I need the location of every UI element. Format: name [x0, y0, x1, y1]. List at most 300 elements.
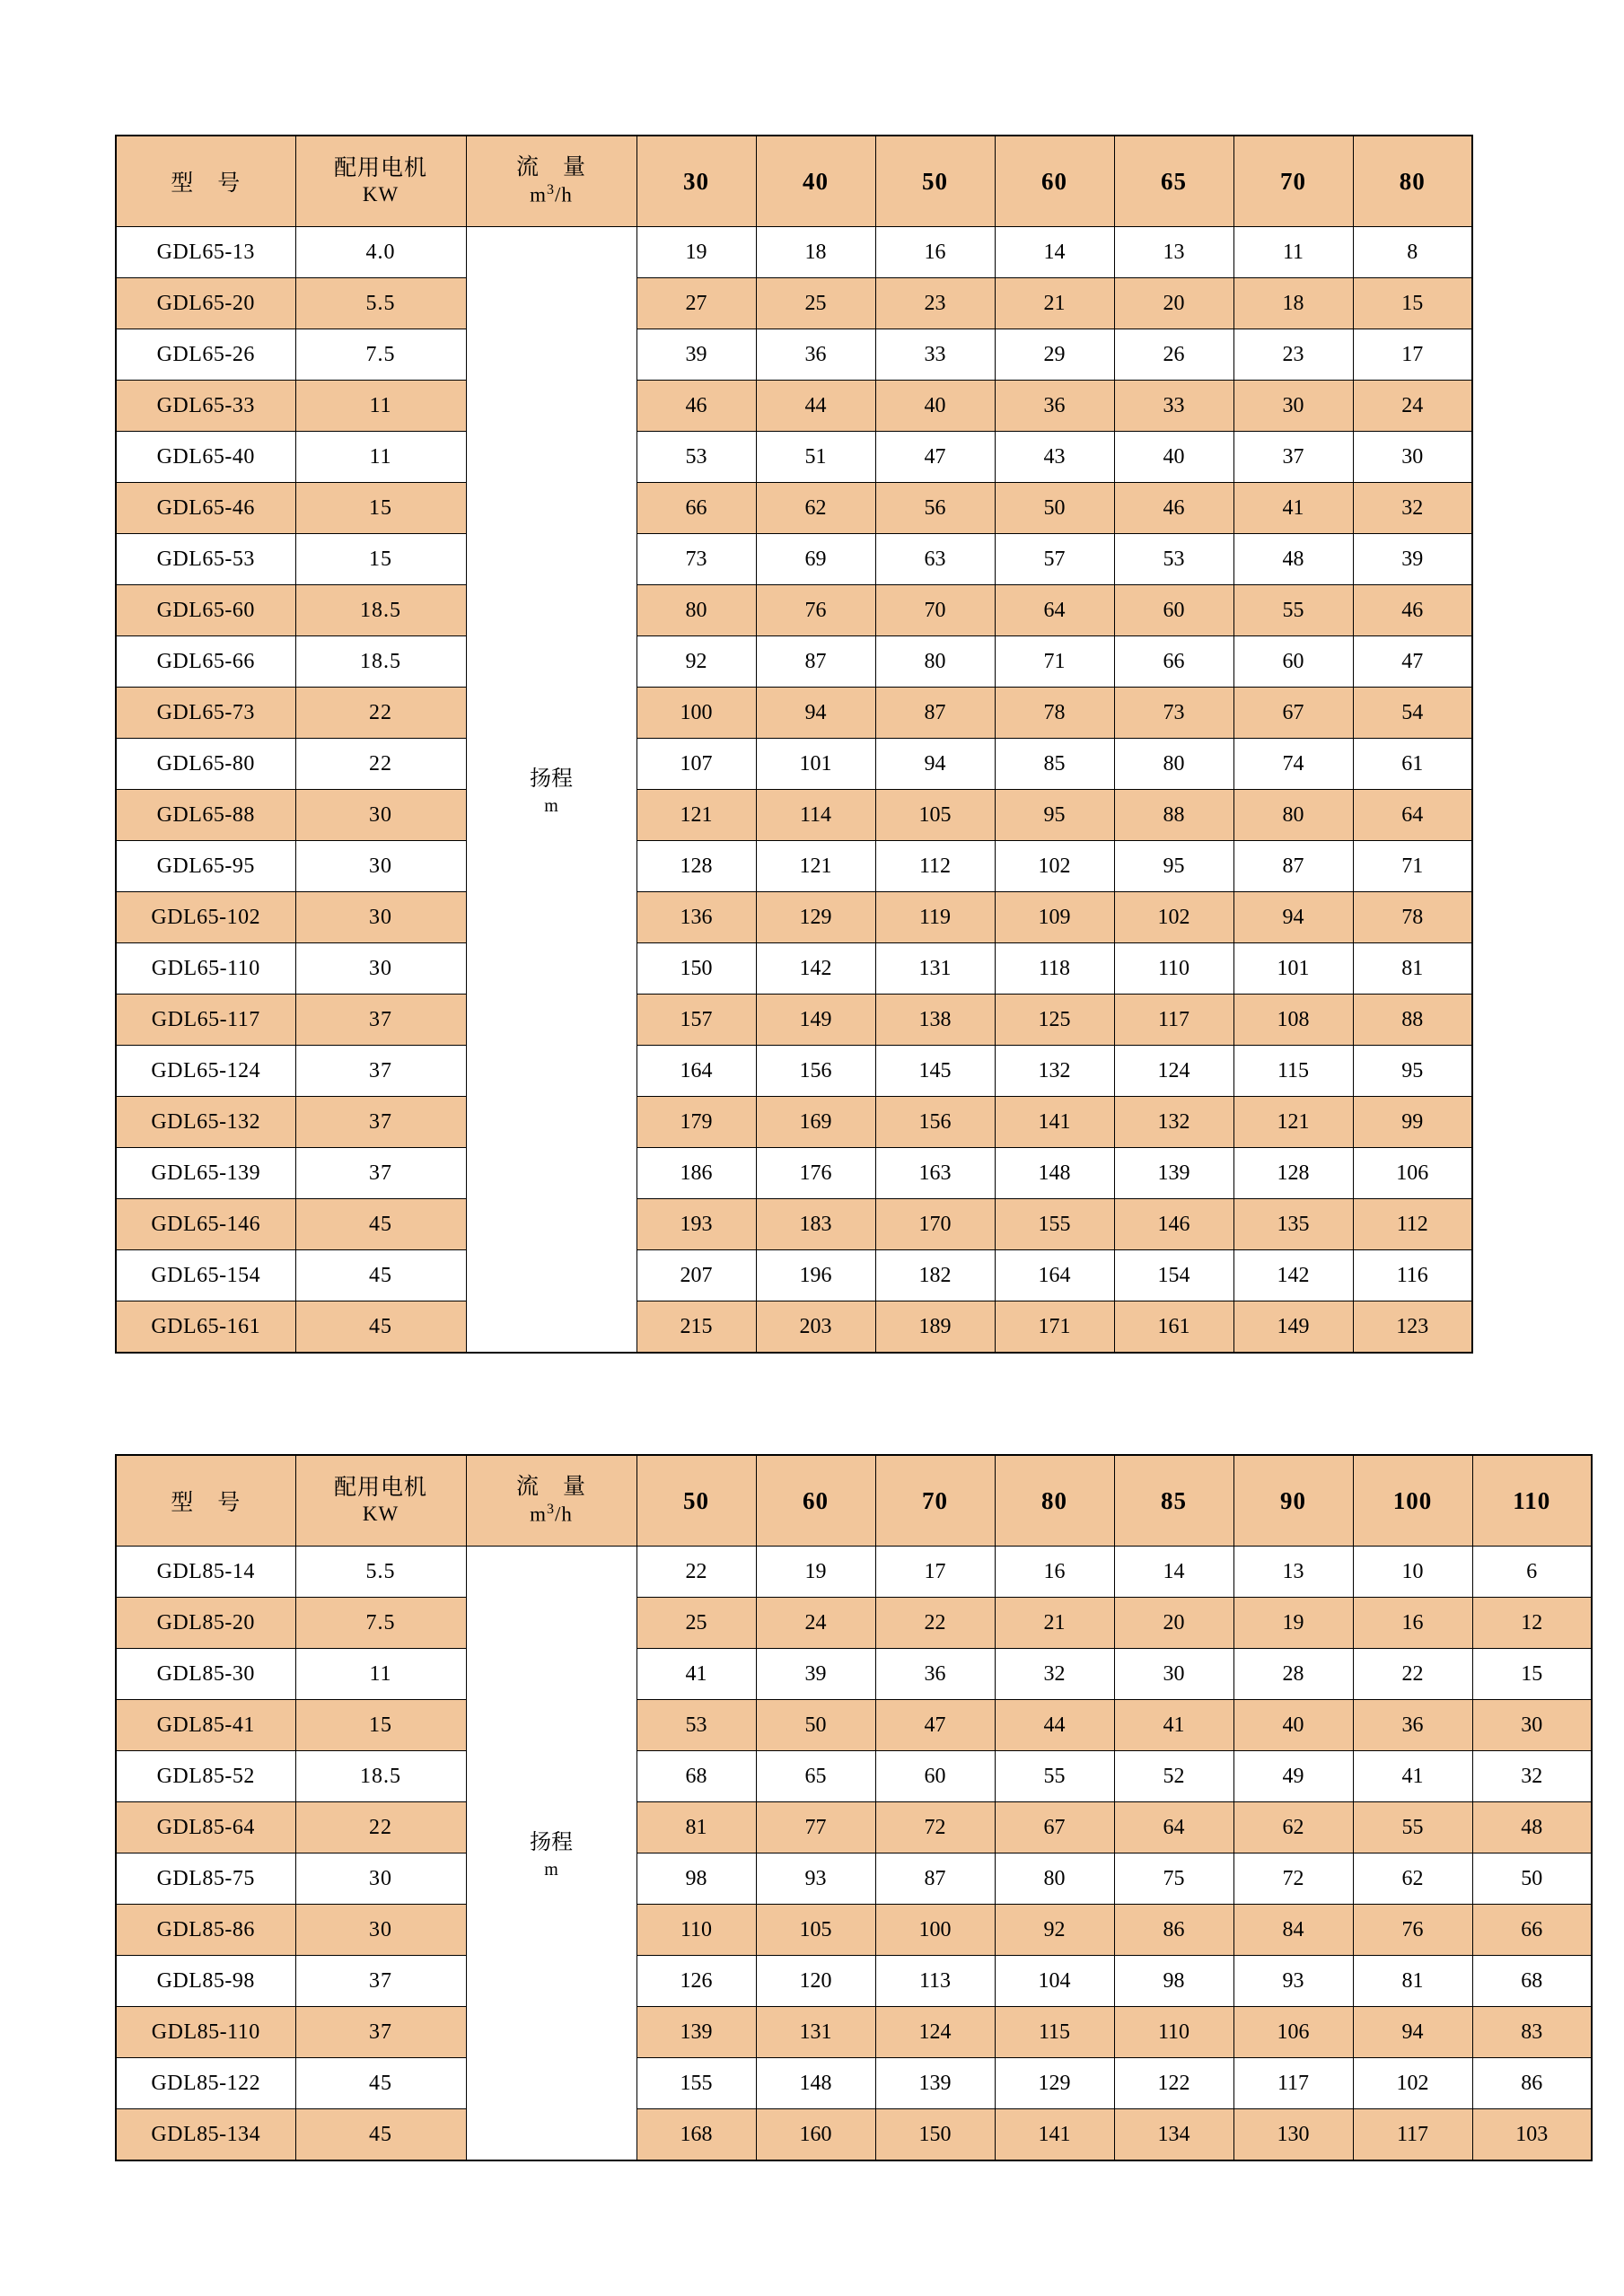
cell-motor-power: 15: [295, 483, 466, 534]
cell-head-value: 148: [756, 2058, 875, 2109]
cell-motor-power: 30: [295, 943, 466, 995]
cell-head-value: 36: [756, 329, 875, 381]
table-row: [116, 2058, 1592, 2109]
cell-head-value: 78: [995, 688, 1114, 739]
cell-motor-power: 30: [295, 841, 466, 892]
cell-head-value: 53: [1114, 534, 1233, 585]
cell-head-value: 169: [756, 1097, 875, 1148]
header-model: 型 号: [116, 136, 295, 227]
head-label-vertical: 扬程 m: [466, 1547, 636, 2161]
header-flow-value: 30: [636, 136, 756, 227]
cell-head-value: 103: [1472, 2109, 1592, 2161]
cell-motor-power: 11: [295, 1649, 466, 1700]
header-flow-value: 60: [995, 136, 1114, 227]
cell-head-value: 46: [1353, 585, 1472, 636]
cell-head-value: 121: [756, 841, 875, 892]
cell-head-value: 49: [1233, 1751, 1353, 1802]
table-row: [116, 2007, 1592, 2058]
header-flow-value: 50: [636, 1455, 756, 1547]
cell-head-value: 193: [636, 1199, 756, 1250]
cell-motor-power: 45: [295, 2058, 466, 2109]
cell-motor-power: 15: [295, 534, 466, 585]
cell-head-value: 124: [1114, 1046, 1233, 1097]
cell-head-value: 179: [636, 1097, 756, 1148]
cell-model: GDL65-80: [116, 739, 295, 790]
cell-head-value: 117: [1233, 2058, 1353, 2109]
cell-model: GDL65-102: [116, 892, 295, 943]
cell-head-value: 40: [875, 381, 995, 432]
cell-head-value: 53: [636, 1700, 756, 1751]
cell-model: GDL85-20: [116, 1598, 295, 1649]
cell-model: GDL85-98: [116, 1956, 295, 2007]
cell-head-value: 19: [756, 1547, 875, 1598]
cell-model: GDL65-132: [116, 1097, 295, 1148]
cell-head-value: 8: [1353, 227, 1472, 278]
cell-head-value: 141: [995, 1097, 1114, 1148]
table-row: [116, 790, 1472, 841]
cell-head-value: 46: [636, 381, 756, 432]
cell-head-value: 68: [1472, 1956, 1592, 2007]
cell-head-value: 163: [875, 1148, 995, 1199]
cell-head-value: 67: [995, 1802, 1114, 1853]
cell-motor-power: 30: [295, 892, 466, 943]
table-row: [116, 2109, 1592, 2161]
cell-head-value: 94: [875, 739, 995, 790]
cell-head-value: 189: [875, 1301, 995, 1354]
cell-head-value: 27: [636, 278, 756, 329]
cell-head-value: 116: [1353, 1250, 1472, 1301]
header-flow-value: 65: [1114, 136, 1233, 227]
cell-head-value: 50: [756, 1700, 875, 1751]
cell-model: GDL65-110: [116, 943, 295, 995]
cell-head-value: 129: [995, 2058, 1114, 2109]
cell-head-value: 98: [1114, 1956, 1233, 2007]
cell-head-value: 22: [875, 1598, 995, 1649]
cell-head-value: 94: [1233, 892, 1353, 943]
header-flow-value: 60: [756, 1455, 875, 1547]
cell-head-value: 155: [636, 2058, 756, 2109]
cell-head-value: 101: [756, 739, 875, 790]
cell-motor-power: 37: [295, 1956, 466, 2007]
cell-head-value: 110: [1114, 943, 1233, 995]
cell-head-value: 30: [1233, 381, 1353, 432]
cell-head-value: 47: [875, 432, 995, 483]
cell-head-value: 65: [756, 1751, 875, 1802]
cell-head-value: 81: [636, 1802, 756, 1853]
cell-head-value: 56: [875, 483, 995, 534]
table-row: [116, 1598, 1592, 1649]
table-row: [116, 739, 1472, 790]
cell-head-value: 32: [1353, 483, 1472, 534]
cell-head-value: 14: [995, 227, 1114, 278]
table-row: [116, 1547, 1592, 1598]
cell-model: GDL85-134: [116, 2109, 295, 2161]
cell-head-value: 142: [756, 943, 875, 995]
cell-motor-power: 5.5: [295, 1547, 466, 1598]
cell-head-value: 107: [636, 739, 756, 790]
cell-head-value: 30: [1114, 1649, 1233, 1700]
cell-head-value: 102: [1353, 2058, 1472, 2109]
cell-head-value: 19: [636, 227, 756, 278]
cell-head-value: 95: [1114, 841, 1233, 892]
cell-head-value: 182: [875, 1250, 995, 1301]
header-flow-value: 110: [1472, 1455, 1592, 1547]
cell-head-value: 69: [756, 534, 875, 585]
cell-head-value: 77: [756, 1802, 875, 1853]
cell-head-value: 142: [1233, 1250, 1353, 1301]
cell-head-value: 156: [875, 1097, 995, 1148]
cell-motor-power: 37: [295, 1097, 466, 1148]
cell-head-value: 13: [1233, 1547, 1353, 1598]
cell-head-value: 115: [995, 2007, 1114, 2058]
cell-model: GDL85-110: [116, 2007, 295, 2058]
cell-model: GDL85-52: [116, 1751, 295, 1802]
cell-head-value: 157: [636, 995, 756, 1046]
cell-head-value: 80: [875, 636, 995, 688]
cell-head-value: 215: [636, 1301, 756, 1354]
table-row: [116, 841, 1472, 892]
cell-head-value: 129: [756, 892, 875, 943]
table-row: [116, 278, 1472, 329]
cell-head-value: 39: [756, 1649, 875, 1700]
table-row: [116, 1751, 1592, 1802]
cell-head-value: 131: [875, 943, 995, 995]
cell-head-value: 50: [1472, 1853, 1592, 1905]
cell-head-value: 53: [636, 432, 756, 483]
cell-model: GDL65-66: [116, 636, 295, 688]
cell-model: GDL85-64: [116, 1802, 295, 1853]
cell-head-value: 20: [1114, 1598, 1233, 1649]
table-row: [116, 483, 1472, 534]
cell-model: GDL65-26: [116, 329, 295, 381]
cell-head-value: 120: [756, 1956, 875, 2007]
cell-head-value: 73: [1114, 688, 1233, 739]
cell-motor-power: 37: [295, 1148, 466, 1199]
cell-motor-power: 30: [295, 790, 466, 841]
cell-model: GDL65-13: [116, 227, 295, 278]
cell-head-value: 10: [1353, 1547, 1472, 1598]
cell-head-value: 41: [1353, 1751, 1472, 1802]
cell-head-value: 125: [995, 995, 1114, 1046]
cell-motor-power: 37: [295, 995, 466, 1046]
cell-head-value: 25: [636, 1598, 756, 1649]
cell-head-value: 51: [756, 432, 875, 483]
cell-head-value: 92: [636, 636, 756, 688]
performance-table-gdl65: [115, 135, 1473, 1354]
cell-head-value: 101: [1233, 943, 1353, 995]
cell-head-value: 117: [1114, 995, 1233, 1046]
table-row: [116, 892, 1472, 943]
table-row: [116, 1853, 1592, 1905]
cell-head-value: 150: [875, 2109, 995, 2161]
performance-table-gdl65-wrapper: [115, 135, 1473, 1354]
cell-head-value: 87: [1233, 841, 1353, 892]
cell-motor-power: 18.5: [295, 1751, 466, 1802]
header-flow-value: 70: [1233, 136, 1353, 227]
cell-model: GDL85-75: [116, 1853, 295, 1905]
cell-head-value: 20: [1114, 278, 1233, 329]
cell-head-value: 87: [875, 1853, 995, 1905]
cell-head-value: 110: [636, 1905, 756, 1956]
table-row: [116, 329, 1472, 381]
cell-head-value: 118: [995, 943, 1114, 995]
cell-head-value: 64: [1114, 1802, 1233, 1853]
header-flow: 流 量 $m^3/h$: [466, 136, 636, 227]
cell-model: GDL65-40: [116, 432, 295, 483]
cell-head-value: 32: [995, 1649, 1114, 1700]
cell-head-value: 106: [1233, 2007, 1353, 2058]
cell-head-value: 85: [995, 739, 1114, 790]
performance-table-gdl85: [115, 1454, 1593, 2161]
cell-head-value: 64: [995, 585, 1114, 636]
cell-head-value: 16: [1353, 1598, 1472, 1649]
cell-motor-power: 45: [295, 1250, 466, 1301]
cell-head-value: 78: [1353, 892, 1472, 943]
cell-model: GDL65-60: [116, 585, 295, 636]
cell-model: GDL85-86: [116, 1905, 295, 1956]
cell-head-value: 112: [1353, 1199, 1472, 1250]
cell-head-value: 37: [1233, 432, 1353, 483]
table-header-row: [116, 1455, 1592, 1547]
cell-head-value: 44: [995, 1700, 1114, 1751]
cell-head-value: 63: [875, 534, 995, 585]
cell-head-value: 171: [995, 1301, 1114, 1354]
cell-head-value: 176: [756, 1148, 875, 1199]
cell-head-value: 47: [1353, 636, 1472, 688]
cell-head-value: 66: [1472, 1905, 1592, 1956]
cell-head-value: 98: [636, 1853, 756, 1905]
cell-head-value: 149: [1233, 1301, 1353, 1354]
cell-head-value: 47: [875, 1700, 995, 1751]
table-row: [116, 1250, 1472, 1301]
cell-head-value: 128: [1233, 1148, 1353, 1199]
cell-head-value: 18: [756, 227, 875, 278]
cell-head-value: 115: [1233, 1046, 1353, 1097]
cell-head-value: 149: [756, 995, 875, 1046]
cell-motor-power: 30: [295, 1905, 466, 1956]
cell-head-value: 105: [756, 1905, 875, 1956]
cell-head-value: 62: [1233, 1802, 1353, 1853]
cell-head-value: 160: [756, 2109, 875, 2161]
table-row: [116, 943, 1472, 995]
cell-head-value: 43: [995, 432, 1114, 483]
cell-model: GDL85-41: [116, 1700, 295, 1751]
cell-head-value: 114: [756, 790, 875, 841]
table-row: [116, 432, 1472, 483]
cell-head-value: 39: [636, 329, 756, 381]
cell-head-value: 112: [875, 841, 995, 892]
header-flow-value: 40: [756, 136, 875, 227]
cell-model: GDL65-33: [116, 381, 295, 432]
cell-head-value: 66: [636, 483, 756, 534]
cell-head-value: 87: [756, 636, 875, 688]
cell-head-value: 131: [756, 2007, 875, 2058]
cell-head-value: 21: [995, 1598, 1114, 1649]
cell-head-value: 40: [1114, 432, 1233, 483]
cell-head-value: 16: [995, 1547, 1114, 1598]
cell-head-value: 33: [875, 329, 995, 381]
cell-head-value: 207: [636, 1250, 756, 1301]
cell-head-value: 24: [756, 1598, 875, 1649]
cell-head-value: 124: [875, 2007, 995, 2058]
cell-motor-power: 4.0: [295, 227, 466, 278]
cell-head-value: 22: [636, 1547, 756, 1598]
cell-head-value: 24: [1353, 381, 1472, 432]
cell-head-value: 60: [875, 1751, 995, 1802]
cell-head-value: 36: [875, 1649, 995, 1700]
cell-head-value: 93: [1233, 1956, 1353, 2007]
cell-head-value: 16: [875, 227, 995, 278]
cell-head-value: 54: [1353, 688, 1472, 739]
header-flow-value: 90: [1233, 1455, 1353, 1547]
cell-head-value: 168: [636, 2109, 756, 2161]
cell-head-value: 55: [1233, 585, 1353, 636]
cell-head-value: 21: [995, 278, 1114, 329]
cell-head-value: 105: [875, 790, 995, 841]
cell-head-value: 17: [875, 1547, 995, 1598]
cell-head-value: 164: [995, 1250, 1114, 1301]
cell-head-value: 100: [875, 1905, 995, 1956]
table-row: [116, 1649, 1592, 1700]
cell-head-value: 88: [1353, 995, 1472, 1046]
cell-motor-power: 7.5: [295, 329, 466, 381]
cell-head-value: 104: [995, 1956, 1114, 2007]
cell-head-value: 33: [1114, 381, 1233, 432]
cell-motor-power: 45: [295, 1199, 466, 1250]
cell-motor-power: 11: [295, 381, 466, 432]
cell-head-value: 110: [1114, 2007, 1233, 2058]
cell-head-value: 134: [1114, 2109, 1233, 2161]
cell-head-value: 122: [1114, 2058, 1233, 2109]
table-row: [116, 1802, 1592, 1853]
cell-head-value: 94: [756, 688, 875, 739]
table-row: [116, 227, 1472, 278]
cell-model: GDL65-73: [116, 688, 295, 739]
cell-head-value: 132: [1114, 1097, 1233, 1148]
header-flow: 流 量 $m^3/h$: [466, 1455, 636, 1547]
cell-motor-power: 22: [295, 1802, 466, 1853]
cell-head-value: 13: [1114, 227, 1233, 278]
cell-head-value: 6: [1472, 1547, 1592, 1598]
cell-head-value: 48: [1233, 534, 1353, 585]
table-row: [116, 636, 1472, 688]
cell-head-value: 150: [636, 943, 756, 995]
cell-motor-power: 22: [295, 739, 466, 790]
cell-motor-power: 22: [295, 688, 466, 739]
cell-head-value: 52: [1114, 1751, 1233, 1802]
cell-head-value: 81: [1353, 943, 1472, 995]
cell-head-value: 109: [995, 892, 1114, 943]
cell-motor-power: 30: [295, 1853, 466, 1905]
cell-motor-power: 18.5: [295, 585, 466, 636]
cell-motor-power: 37: [295, 2007, 466, 2058]
cell-head-value: 41: [636, 1649, 756, 1700]
cell-head-value: 102: [995, 841, 1114, 892]
cell-head-value: 12: [1472, 1598, 1592, 1649]
cell-head-value: 156: [756, 1046, 875, 1097]
cell-head-value: 203: [756, 1301, 875, 1354]
cell-head-value: 139: [875, 2058, 995, 2109]
table-row: [116, 1199, 1472, 1250]
performance-table-gdl85-wrapper: [115, 1454, 1593, 2161]
cell-head-value: 186: [636, 1148, 756, 1199]
cell-head-value: 86: [1472, 2058, 1592, 2109]
cell-head-value: 100: [636, 688, 756, 739]
cell-model: GDL65-139: [116, 1148, 295, 1199]
table-row: [116, 995, 1472, 1046]
cell-head-value: 30: [1472, 1700, 1592, 1751]
header-flow-value: 80: [1353, 136, 1472, 227]
table-row: [116, 1148, 1472, 1199]
cell-model: GDL85-14: [116, 1547, 295, 1598]
cell-head-value: 29: [995, 329, 1114, 381]
cell-head-value: 145: [875, 1046, 995, 1097]
header-motor-power: 配用电机 KW: [295, 136, 466, 227]
cell-head-value: 113: [875, 1956, 995, 2007]
cell-head-value: 80: [636, 585, 756, 636]
cell-model: GDL65-161: [116, 1301, 295, 1354]
cell-head-value: 146: [1114, 1199, 1233, 1250]
cell-head-value: 117: [1353, 2109, 1472, 2161]
cell-head-value: 62: [1353, 1853, 1472, 1905]
cell-motor-power: 15: [295, 1700, 466, 1751]
cell-head-value: 139: [1114, 1148, 1233, 1199]
cell-head-value: 72: [875, 1802, 995, 1853]
cell-head-value: 74: [1233, 739, 1353, 790]
cell-head-value: 196: [756, 1250, 875, 1301]
cell-head-value: 55: [1353, 1802, 1472, 1853]
cell-model: GDL65-95: [116, 841, 295, 892]
table-row: [116, 585, 1472, 636]
cell-head-value: 106: [1353, 1148, 1472, 1199]
cell-head-value: 139: [636, 2007, 756, 2058]
table-row: [116, 1700, 1592, 1751]
cell-head-value: 41: [1114, 1700, 1233, 1751]
cell-head-value: 57: [995, 534, 1114, 585]
cell-head-value: 126: [636, 1956, 756, 2007]
cell-head-value: 92: [995, 1905, 1114, 1956]
header-flow-value: 100: [1353, 1455, 1472, 1547]
header-flow-value: 85: [1114, 1455, 1233, 1547]
cell-head-value: 88: [1114, 790, 1233, 841]
cell-head-value: 36: [995, 381, 1114, 432]
cell-head-value: 71: [995, 636, 1114, 688]
cell-head-value: 132: [995, 1046, 1114, 1097]
header-motor-power: 配用电机 KW: [295, 1455, 466, 1547]
cell-model: GDL85-122: [116, 2058, 295, 2109]
cell-head-value: 70: [875, 585, 995, 636]
cell-head-value: 15: [1472, 1649, 1592, 1700]
cell-head-value: 83: [1472, 2007, 1592, 2058]
cell-head-value: 76: [756, 585, 875, 636]
cell-head-value: 93: [756, 1853, 875, 1905]
cell-head-value: 119: [875, 892, 995, 943]
cell-head-value: 11: [1233, 227, 1353, 278]
cell-head-value: 164: [636, 1046, 756, 1097]
table-row: [116, 1097, 1472, 1148]
cell-head-value: 23: [875, 278, 995, 329]
cell-model: GDL65-154: [116, 1250, 295, 1301]
cell-head-value: 72: [1233, 1853, 1353, 1905]
cell-model: GDL65-146: [116, 1199, 295, 1250]
header-flow-value: 70: [875, 1455, 995, 1547]
cell-head-value: 68: [636, 1751, 756, 1802]
cell-model: GDL65-117: [116, 995, 295, 1046]
header-model: 型 号: [116, 1455, 295, 1547]
cell-head-value: 75: [1114, 1853, 1233, 1905]
head-label-vertical: 扬程 m: [466, 227, 636, 1354]
cell-head-value: 148: [995, 1148, 1114, 1199]
